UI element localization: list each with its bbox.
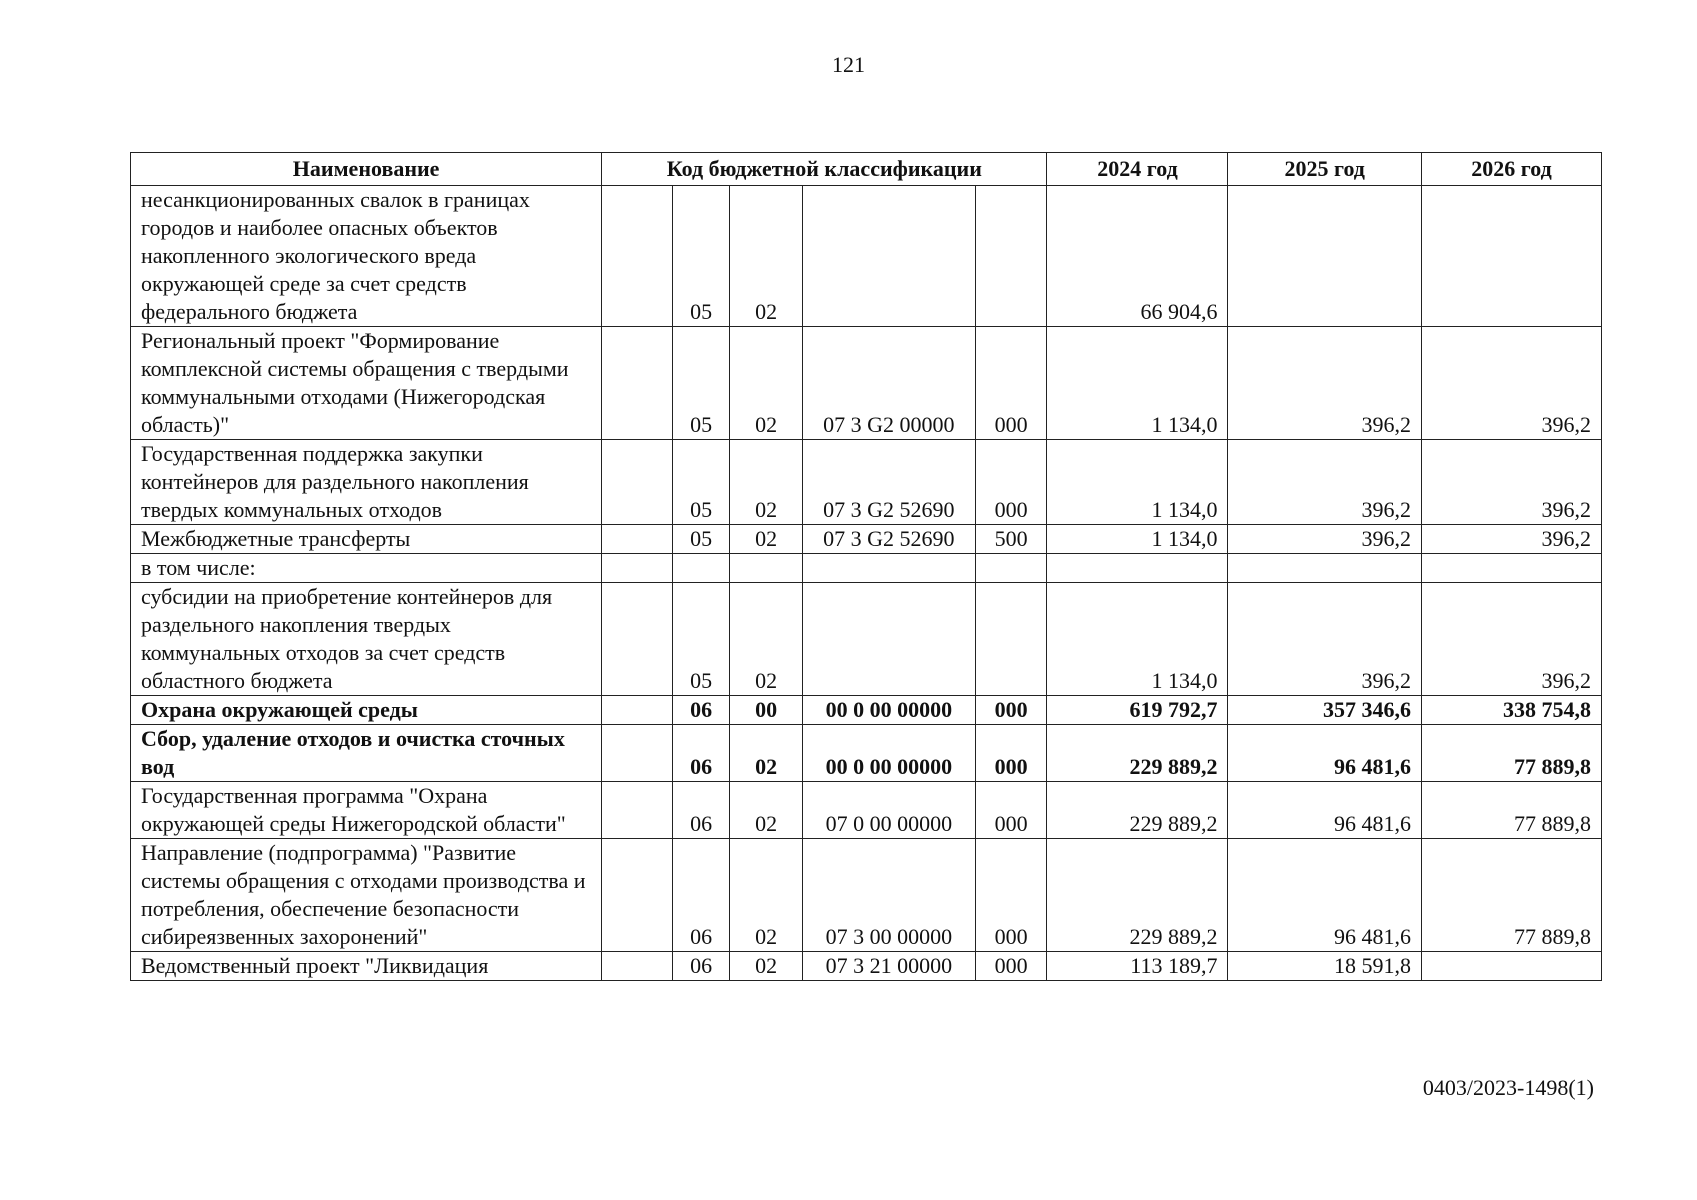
value-2026: 338 754,8 <box>1421 696 1601 725</box>
code-section: 06 <box>672 725 729 782</box>
row-name: Региональный проект "Формирование комплексной системы обращения с твердыми коммунальными отходами (Нижегородская область)" <box>131 327 602 440</box>
code-target-item: 07 3 G2 52690 <box>803 525 976 554</box>
code-expense-type: 000 <box>975 839 1047 952</box>
code-section-blank <box>602 725 673 782</box>
row-name: Ведомственный проект "Ликвидация <box>131 952 602 981</box>
table-row <box>131 525 1602 554</box>
value-2024: 1 134,0 <box>1047 327 1228 440</box>
code-expense-type <box>975 583 1047 696</box>
table-row <box>131 696 1602 725</box>
value-2026: 77 889,8 <box>1421 782 1601 839</box>
value-2024: 229 889,2 <box>1047 725 1228 782</box>
value-2026: 396,2 <box>1421 583 1601 696</box>
value-2025 <box>1228 554 1421 583</box>
code-subsection: 02 <box>730 327 803 440</box>
value-2026: 77 889,8 <box>1421 839 1601 952</box>
code-section-blank <box>602 440 673 525</box>
header-name: Наименование <box>131 153 602 186</box>
code-section-blank <box>602 186 673 327</box>
code-section-blank <box>602 839 673 952</box>
table-row <box>131 782 1602 839</box>
code-target-item: 07 3 21 00000 <box>803 952 976 981</box>
value-2024: 66 904,6 <box>1047 186 1228 327</box>
row-name: субсидии на приобретение контейнеров для раздельного накопления твердых коммунальных отходов за счет средств областного бюджета <box>131 583 602 696</box>
code-section-blank <box>602 525 673 554</box>
budget-table <box>130 152 1602 981</box>
code-expense-type <box>975 554 1047 583</box>
code-target-item <box>803 583 976 696</box>
value-2025: 96 481,6 <box>1228 725 1421 782</box>
code-section-blank <box>602 327 673 440</box>
table-row <box>131 327 1602 440</box>
code-section-blank <box>602 952 673 981</box>
value-2026 <box>1421 952 1601 981</box>
code-section-blank <box>602 696 673 725</box>
value-2025: 396,2 <box>1228 327 1421 440</box>
row-name: в том числе: <box>131 554 602 583</box>
table-header-row <box>131 153 1602 186</box>
value-2024: 1 134,0 <box>1047 583 1228 696</box>
code-section: 05 <box>672 186 729 327</box>
value-2024: 113 189,7 <box>1047 952 1228 981</box>
value-2025: 396,2 <box>1228 525 1421 554</box>
value-2026: 396,2 <box>1421 525 1601 554</box>
header-2024: 2024 год <box>1047 153 1228 186</box>
code-section: 05 <box>672 327 729 440</box>
value-2024 <box>1047 554 1228 583</box>
code-section-blank <box>602 554 673 583</box>
code-expense-type <box>975 186 1047 327</box>
code-subsection: 02 <box>730 725 803 782</box>
code-section: 05 <box>672 583 729 696</box>
value-2024: 229 889,2 <box>1047 839 1228 952</box>
table-row <box>131 186 1602 327</box>
code-subsection: 02 <box>730 782 803 839</box>
table-row <box>131 839 1602 952</box>
value-2026 <box>1421 186 1601 327</box>
row-name: Межбюджетные трансферты <box>131 525 602 554</box>
code-expense-type: 500 <box>975 525 1047 554</box>
code-subsection: 02 <box>730 525 803 554</box>
code-expense-type: 000 <box>975 327 1047 440</box>
value-2026: 396,2 <box>1421 440 1601 525</box>
code-target-item: 00 0 00 00000 <box>803 725 976 782</box>
header-code: Код бюджетной классификации <box>602 153 1047 186</box>
code-target-item: 00 0 00 00000 <box>803 696 976 725</box>
code-expense-type: 000 <box>975 696 1047 725</box>
code-section: 05 <box>672 440 729 525</box>
row-name: Сбор, удаление отходов и очистка сточных вод <box>131 725 602 782</box>
table-row <box>131 725 1602 782</box>
code-section: 06 <box>672 782 729 839</box>
code-expense-type: 000 <box>975 782 1047 839</box>
table-row <box>131 952 1602 981</box>
code-target-item <box>803 554 976 583</box>
header-2025: 2025 год <box>1228 153 1421 186</box>
row-name: несанкционированных свалок в границах городов и наиболее опасных объектов накопленного экологического вреда окружающей среде за счет средств федерального бюджета <box>131 186 602 327</box>
code-section-blank <box>602 583 673 696</box>
code-target-item <box>803 186 976 327</box>
code-section: 06 <box>672 696 729 725</box>
code-section-blank <box>602 782 673 839</box>
table-row <box>131 554 1602 583</box>
value-2024: 229 889,2 <box>1047 782 1228 839</box>
table-row <box>131 440 1602 525</box>
value-2024: 1 134,0 <box>1047 525 1228 554</box>
value-2026: 396,2 <box>1421 327 1601 440</box>
code-section <box>672 554 729 583</box>
code-expense-type: 000 <box>975 440 1047 525</box>
row-name: Направление (подпрограмма) "Развитие системы обращения с отходами производства и потребления, обеспечение безопасности сибиреязвенных захоронений" <box>131 839 602 952</box>
page-number: 121 <box>832 52 865 77</box>
value-2025: 96 481,6 <box>1228 782 1421 839</box>
value-2024: 1 134,0 <box>1047 440 1228 525</box>
table-row <box>131 583 1602 696</box>
code-target-item: 07 3 G2 52690 <box>803 440 976 525</box>
code-expense-type: 000 <box>975 952 1047 981</box>
code-target-item: 07 3 00 00000 <box>803 839 976 952</box>
value-2025: 357 346,6 <box>1228 696 1421 725</box>
code-target-item: 07 3 G2 00000 <box>803 327 976 440</box>
row-name: Государственная поддержка закупки контейнеров для раздельного накопления твердых коммунальных отходов <box>131 440 602 525</box>
code-subsection: 02 <box>730 186 803 327</box>
code-section: 05 <box>672 525 729 554</box>
header-2026: 2026 год <box>1421 153 1601 186</box>
code-subsection: 02 <box>730 952 803 981</box>
document-code: 0403/2023-1498(1) <box>1422 1075 1594 1100</box>
row-name: Государственная программа "Охрана окружающей среды Нижегородской области" <box>131 782 602 839</box>
value-2025: 396,2 <box>1228 440 1421 525</box>
value-2024: 619 792,7 <box>1047 696 1228 725</box>
value-2026: 77 889,8 <box>1421 725 1601 782</box>
value-2025: 396,2 <box>1228 583 1421 696</box>
value-2026 <box>1421 554 1601 583</box>
value-2025: 96 481,6 <box>1228 839 1421 952</box>
code-section: 06 <box>672 952 729 981</box>
code-subsection <box>730 554 803 583</box>
code-expense-type: 000 <box>975 725 1047 782</box>
code-subsection: 00 <box>730 696 803 725</box>
code-subsection: 02 <box>730 440 803 525</box>
code-subsection: 02 <box>730 583 803 696</box>
value-2025: 18 591,8 <box>1228 952 1421 981</box>
value-2025 <box>1228 186 1421 327</box>
code-section: 06 <box>672 839 729 952</box>
code-subsection: 02 <box>730 839 803 952</box>
row-name: Охрана окружающей среды <box>131 696 602 725</box>
code-target-item: 07 0 00 00000 <box>803 782 976 839</box>
